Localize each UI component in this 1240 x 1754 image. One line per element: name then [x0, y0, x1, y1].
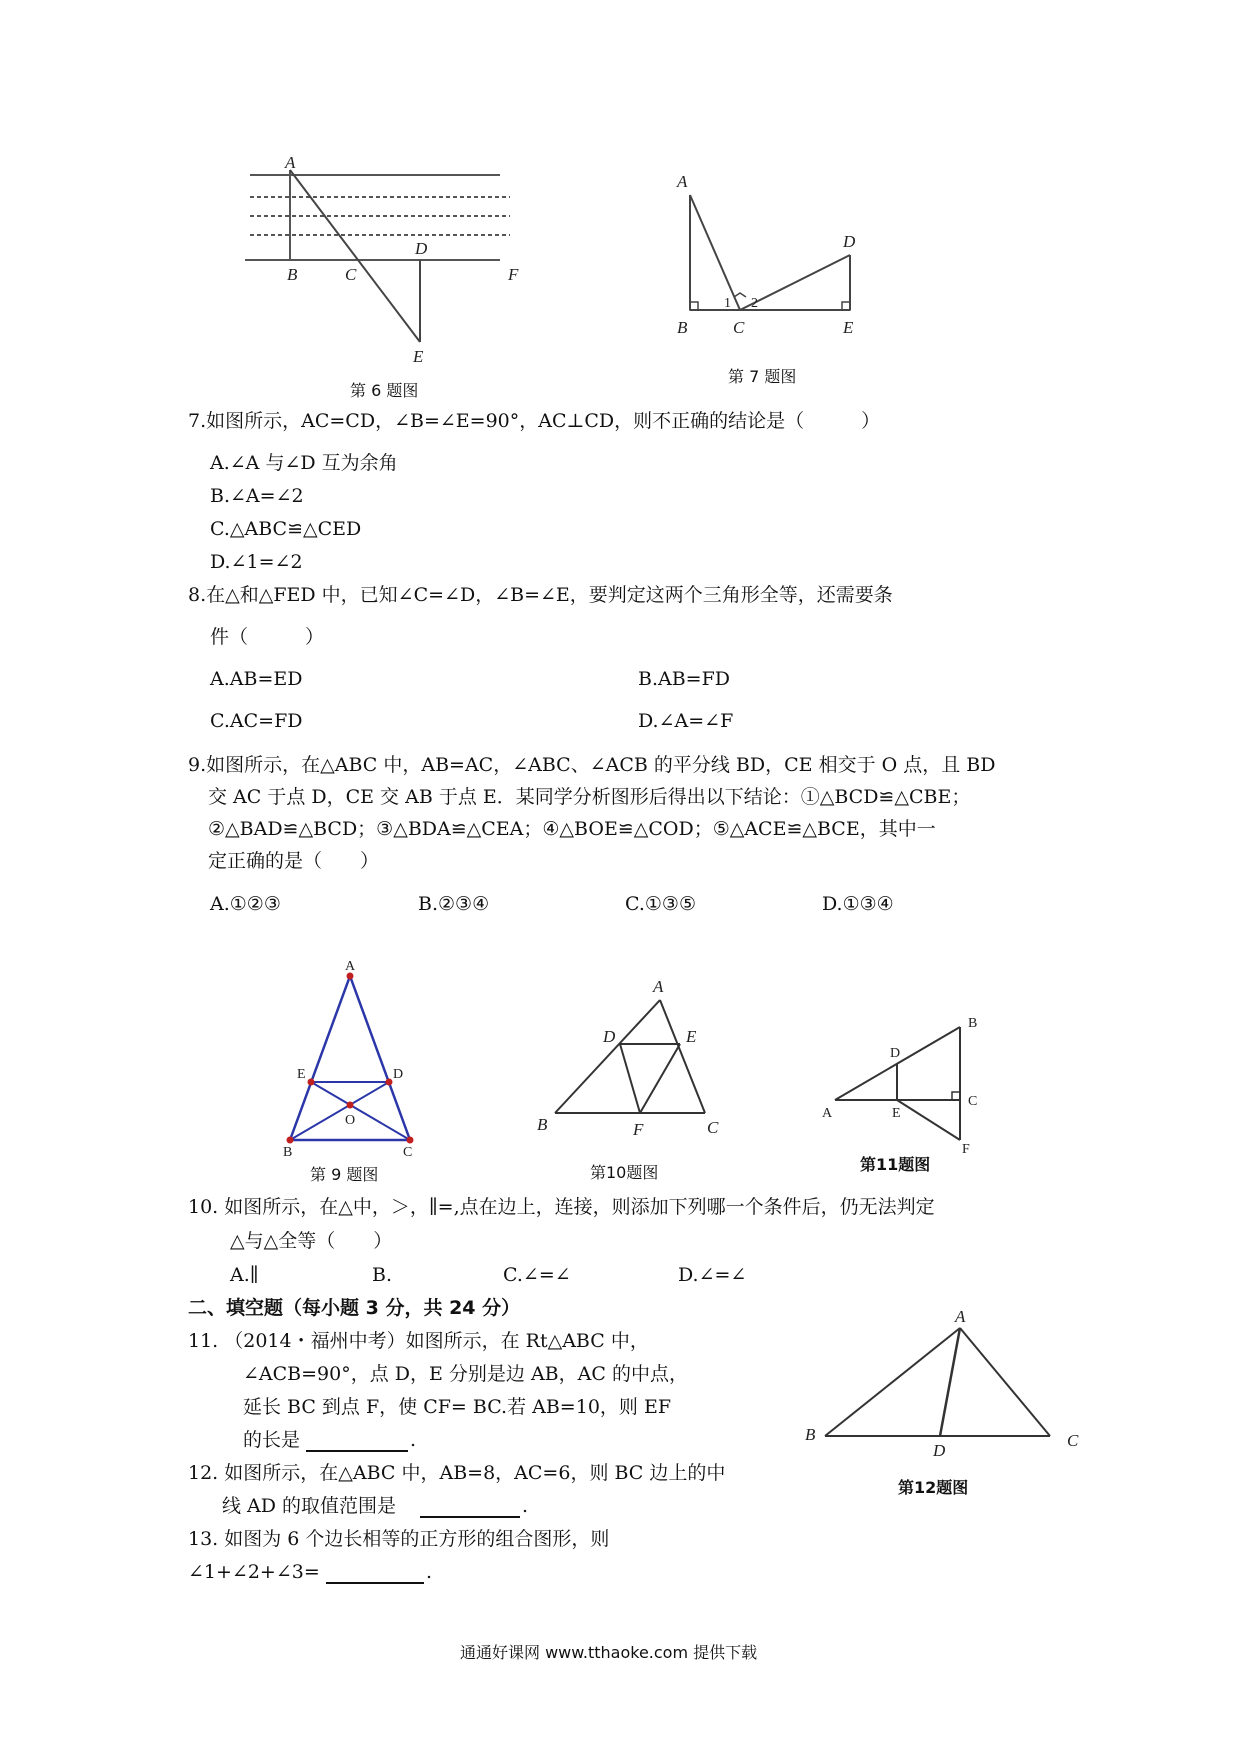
q9-line: 定正确的是（ ）	[208, 850, 380, 872]
figure-12-caption: 第12题图	[898, 1478, 969, 1497]
q9-line: 9.如图所示，在△ABC 中，AB=AC，∠ABC、∠ACB 的平分线 BD，CE 相交于 O 点，且 BD	[188, 754, 996, 776]
q11-line: 11. （2014・福州中考）如图所示，在 Rt△ABC 中，	[188, 1330, 649, 1352]
q10-option-c: C.∠=∠	[503, 1264, 571, 1286]
fig9-label: C	[403, 1145, 413, 1158]
fig7-label: 2	[751, 296, 758, 311]
fig6-label: C	[345, 265, 357, 284]
q8-stem: 8.在△和△FED 中，已知∠C=∠D，∠B=∠E，要判定这两个三角形全等，还需要条	[188, 584, 893, 606]
fig7-label: D	[843, 232, 856, 251]
q11-answer-blank[interactable]	[306, 1450, 408, 1452]
q10-line: △与△全等（ ）	[230, 1230, 393, 1252]
fig7-label: E	[843, 318, 854, 337]
fig7-label: A	[677, 172, 688, 191]
figure-7-caption: 第 7 题图	[728, 367, 797, 386]
q11-line: 延长 BC 到点 F，使 CF= BC.若 AB=10，则 EF	[243, 1396, 672, 1418]
q8-option-d: D.∠A=∠F	[638, 710, 734, 732]
figure-9-caption: 第 9 题图	[310, 1165, 379, 1184]
fig9-label: A	[345, 959, 356, 974]
figure-10-caption: 第10题图	[590, 1163, 659, 1182]
q10-option-b: B.	[372, 1264, 393, 1286]
fig10-label: E	[686, 1027, 697, 1046]
q12-line: 线 AD 的取值范围是	[222, 1495, 397, 1517]
q8-option-b: B.AB=FD	[638, 668, 731, 690]
q11-line: ∠ACB=90°，点 D，E 分别是边 AB，AC 的中点，	[243, 1363, 688, 1385]
fig6-label: D	[415, 239, 428, 258]
q13-answer-blank[interactable]	[326, 1582, 424, 1584]
fig7-label: B	[677, 318, 688, 337]
fig11-label: A	[822, 1106, 833, 1121]
fig6-label: A	[285, 153, 296, 172]
fig10-label: F	[633, 1120, 644, 1139]
figure-11-caption: 第11题图	[860, 1155, 931, 1174]
q9-line: 交 AC 于点 D，CE 交 AB 于点 E．某同学分析图形后得出以下结论：①△BCD≌△CBE；	[208, 786, 971, 808]
q10-option-a: A.∥	[230, 1264, 259, 1286]
q7-option-c: C.△ABC≌△CED	[210, 518, 362, 540]
q11-tail: .	[410, 1429, 417, 1451]
fig10-label: A	[653, 980, 664, 996]
q10-option-d: D.∠=∠	[678, 1264, 747, 1286]
q7-option-b: B.∠A=∠2	[210, 485, 304, 507]
fig12-label: B	[805, 1425, 816, 1444]
q7-stem: 7.如图所示，AC=CD，∠B=∠E=90°，AC⊥CD，则不正确的结论是（ ）	[188, 410, 881, 432]
q7-option-d: D.∠1=∠2	[210, 551, 303, 573]
figure-6-caption: 第 6 题图	[350, 381, 419, 400]
q7-option-a: A.∠A 与∠D 互为余角	[210, 452, 398, 474]
figure-10-drawing	[535, 980, 735, 1150]
section-heading: 二、填空题（每小题 3 分，共 24 分）	[188, 1297, 521, 1319]
fig11-label: D	[890, 1046, 901, 1061]
page-footer: 通通好课网 www.tthaoke.com 提供下载	[460, 1643, 758, 1662]
fig10-label: B	[537, 1115, 548, 1134]
fig9-label: O	[345, 1113, 356, 1128]
fig10-label: C	[707, 1118, 719, 1137]
fig11-label: C	[968, 1094, 978, 1109]
q9-option-c: C.①③⑤	[625, 893, 696, 915]
q12-line: 12. 如图所示，在△ABC 中，AB=8，AC=6，则 BC 边上的中	[188, 1462, 726, 1484]
fig11-label: E	[892, 1106, 901, 1121]
fig7-label: C	[733, 318, 745, 337]
fig9-label: B	[283, 1145, 293, 1158]
q8-option-c: C.AC=FD	[210, 710, 303, 732]
q13-line: 13. 如图为 6 个边长相等的正方形的组合图形，则	[188, 1528, 610, 1550]
q12-answer-blank[interactable]	[420, 1516, 520, 1518]
fig6-label: E	[413, 347, 424, 366]
q13-tail: .	[426, 1561, 433, 1583]
q9-option-a: A.①②③	[210, 893, 281, 915]
fig9-label: E	[297, 1067, 306, 1082]
q12-tail: .	[522, 1495, 529, 1517]
fig11-label: F	[962, 1142, 970, 1155]
q8-stem-cont: 件（ ）	[210, 626, 325, 648]
figure-7	[660, 165, 890, 345]
fig6-label: F	[508, 265, 519, 284]
q8-option-a: A.AB=ED	[210, 668, 303, 690]
figure-6	[235, 150, 535, 370]
q9-option-d: D.①③④	[822, 893, 894, 915]
fig12-label: A	[955, 1308, 966, 1326]
fig12-label: D	[933, 1441, 946, 1458]
figure-12	[805, 1308, 1095, 1458]
fig6-label: B	[287, 265, 298, 284]
fig10-label: D	[603, 1027, 616, 1046]
q10-line: 10. 如图所示，在△中，＞，∥=,点在边上，连接，则添加下列哪一个条件后，仍无法判定	[188, 1196, 935, 1218]
fig12-label: C	[1067, 1431, 1079, 1450]
fig7-label: 1	[724, 296, 731, 311]
q9-line: ②△BAD≌△BCD；③△BDA≌△CEA；④△BOE≌△COD；⑤△ACE≌△BCE，其中一	[208, 818, 936, 840]
fig9-label: D	[393, 1067, 404, 1082]
q9-option-b: B.②③④	[418, 893, 490, 915]
figure-11	[820, 1005, 1000, 1155]
fig11-label: B	[968, 1016, 978, 1031]
figure-9	[275, 958, 435, 1158]
q13-line: ∠1+∠2+∠3=	[188, 1561, 320, 1583]
q11-line: 的长是	[243, 1429, 301, 1451]
